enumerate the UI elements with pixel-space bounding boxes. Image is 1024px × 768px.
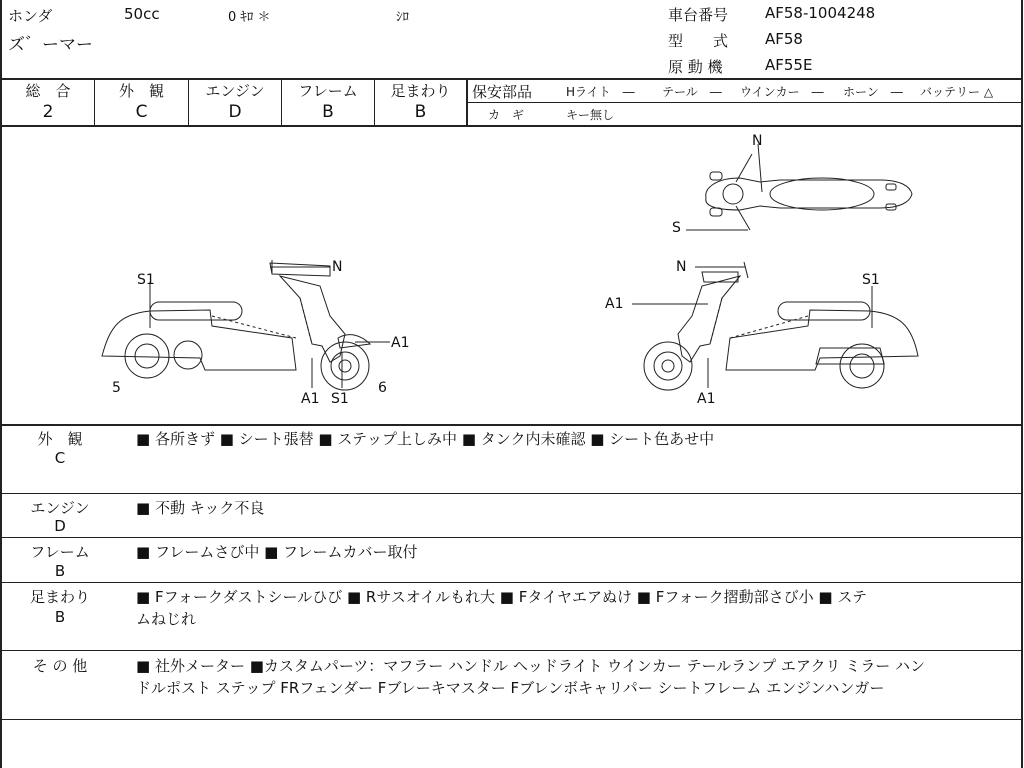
maker-name: ホンダ	[8, 7, 53, 25]
engine-model-label: 原 動 機	[668, 58, 723, 76]
key-label: カ ギ	[488, 108, 525, 122]
exterior-grade-label: 外 観	[118, 82, 164, 100]
notes-exterior-grade: C	[54, 449, 66, 467]
type-label: 型 式	[668, 32, 729, 50]
suspension-grade-value: B	[414, 102, 427, 122]
frame-number-label: 車台番号	[668, 6, 729, 24]
notes-engine-text: ■ 不動 キック不良	[136, 499, 265, 517]
label-right-n: N	[676, 259, 687, 275]
frame-grade-value: B	[322, 102, 334, 122]
notes-exterior-text: ■ 各所きず ■ シート張替 ■ ステップ上しみ中 ■ タンク内未確認 ■ シート色あせ中	[136, 430, 715, 448]
horn-status: ホーン ―	[843, 85, 903, 99]
label-left-a1-bottom: A1	[301, 391, 320, 407]
winker-status: ウインカー ―	[740, 85, 824, 99]
notes-frame-grade: B	[54, 562, 66, 580]
exterior-grade-value: C	[135, 102, 148, 122]
line-h5	[0, 493, 1023, 494]
tail-status: テール ―	[662, 85, 722, 99]
line-h8	[0, 650, 1023, 651]
line-h9	[0, 719, 1023, 720]
notes-engine-label: エンジン	[30, 499, 90, 517]
overall-value: 2	[42, 102, 54, 122]
label-right-a1-left: A1	[605, 296, 624, 312]
label-left-6: 6	[378, 380, 387, 396]
label-top-s: S	[672, 220, 681, 236]
suspension-grade-label: 足まわり	[390, 82, 451, 100]
line-h7	[0, 582, 1023, 583]
body-color: ｼﾛ	[396, 10, 409, 25]
frame-number-value: AF58-1004248	[765, 4, 876, 22]
notes-suspension-label: 足まわり	[29, 588, 90, 606]
label-left-s1-bottom: S1	[331, 391, 349, 407]
label-left-5: 5	[112, 380, 121, 396]
label-right-s1: S1	[862, 272, 880, 288]
notes-exterior-label: 外 観	[37, 430, 83, 448]
label-top-n: N	[752, 133, 763, 149]
notes-frame-label: フレーム	[30, 543, 90, 561]
engine-grade-label: エンジン	[205, 82, 265, 100]
notes-other-text-line2: ドルポスト ステップ FRフェンダー Fブレーキマスター Fブレンボキャリパー シートフレーム エンジンハンガー	[136, 679, 885, 697]
line-h2	[467, 102, 1023, 103]
line-h6	[0, 537, 1023, 538]
notes-suspension-grade: B	[54, 608, 66, 626]
notes-other-text-line1: ■ 社外メーター ■カスタムパーツ：マフラー ハンドル ヘッドライト ウインカー テールランプ エアクリ ミラー ハン	[136, 657, 926, 675]
line-v5	[466, 79, 468, 126]
label-left-a1-right: A1	[391, 335, 410, 351]
overall-label: 総 合	[25, 82, 71, 100]
line-h4	[0, 424, 1023, 426]
key-value: キー無し	[566, 108, 615, 122]
notes-suspension-text-line2: ムねじれ	[136, 610, 197, 628]
label-left-s1-top: S1	[137, 272, 155, 288]
safety-label: 保安部品	[472, 83, 533, 101]
notes-suspension-text-line1: ■ Fフォークダストシールひび ■ Rサスオイルもれ大 ■ Fタイヤエアぬけ ■ Fフォーク摺動部さび小 ■ ステ	[136, 588, 868, 606]
model-name: ズ゛ーマー	[8, 35, 93, 55]
frame-grade-label: フレーム	[298, 82, 358, 100]
label-right-a1-bottom: A1	[697, 391, 716, 407]
battery-status: バッテリー △	[920, 85, 994, 99]
engine-model-value: AF55E	[765, 56, 813, 74]
notes-other-label: そ の 他	[32, 657, 88, 675]
type-value: AF58	[765, 30, 803, 48]
displacement: 50cc	[124, 5, 160, 23]
label-left-n: N	[332, 259, 343, 275]
engine-grade-value: D	[228, 102, 242, 122]
headlight-status: Hライト ―	[566, 85, 635, 99]
notes-frame-text: ■ フレームさび中 ■ フレームカバー取付	[136, 543, 418, 561]
scooter-top-view	[686, 144, 912, 230]
odometer: 0 ｷﾛ ＊	[228, 10, 271, 25]
notes-engine-grade: D	[54, 517, 66, 535]
